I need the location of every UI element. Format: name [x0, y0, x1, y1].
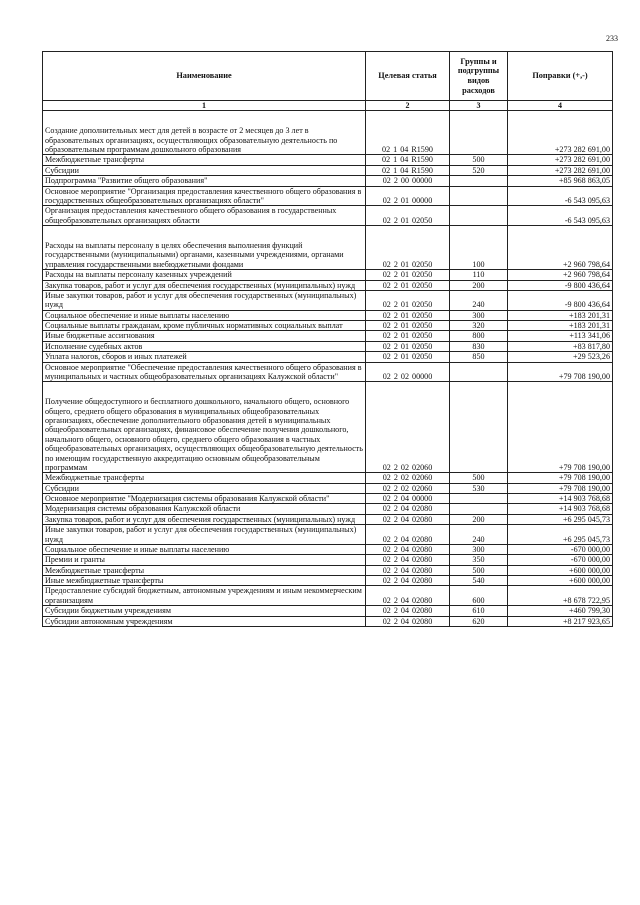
- row-amount: -670 000,00: [508, 544, 613, 554]
- table-row: [43, 397, 613, 473]
- row-target-code: 02 2 01 02050: [366, 352, 450, 362]
- row-amount: +14 903 768,68: [508, 504, 613, 514]
- row-target-code: 02 2 04 02080: [366, 586, 450, 606]
- table-row: [43, 483, 613, 493]
- row-name: Социальное обеспечение и иные выплаты населению: [43, 544, 366, 554]
- header-name: Наименование: [43, 52, 366, 101]
- row-target-code: 02 2 04 02080: [366, 525, 450, 545]
- row-target-code: 02 2 04 02080: [366, 504, 450, 514]
- spacer-cell: [508, 226, 613, 242]
- row-group: 500: [450, 565, 508, 575]
- row-name: Организация предоставления качественного общего образования в государственных общеобразовательных организациях области: [43, 206, 366, 226]
- header-amendments: Поправки (+,-): [508, 52, 613, 101]
- table-row: [43, 576, 613, 586]
- row-target-code: 02 2 04 02080: [366, 555, 450, 565]
- row-name: Модернизация системы образования Калужской области: [43, 504, 366, 514]
- row-target-code: 02 2 04 00000: [366, 494, 450, 504]
- row-amount: +273 282 691,00: [508, 165, 613, 175]
- header-target: Целевая статья: [366, 52, 450, 101]
- column-number-row: [43, 101, 613, 111]
- row-group: 830: [450, 341, 508, 351]
- row-amount: +2 960 798,64: [508, 241, 613, 270]
- row-amount: +79 708 190,00: [508, 473, 613, 483]
- row-name: Закупка товаров, работ и услуг для обеспечения государственных (муниципальных) нужд: [43, 280, 366, 290]
- table-row: [43, 473, 613, 483]
- spacer-cell: [508, 382, 613, 398]
- row-amount: +8 678 722,95: [508, 586, 613, 606]
- spacer-row: [43, 111, 613, 127]
- row-group: [450, 186, 508, 206]
- table-row: [43, 494, 613, 504]
- row-amount: -9 800 436,64: [508, 290, 613, 310]
- table-row: [43, 310, 613, 320]
- table-row: [43, 165, 613, 175]
- row-target-code: 02 2 04 02080: [366, 514, 450, 524]
- spacer-cell: [43, 226, 366, 242]
- column-number: 4: [508, 101, 613, 111]
- row-target-code: 02 2 01 00000: [366, 186, 450, 206]
- row-name: Социальные выплаты гражданам, кроме публичных нормативных социальных выплат: [43, 321, 366, 331]
- row-amount: +273 282 691,00: [508, 126, 613, 155]
- row-target-code: 02 1 04 R1590: [366, 126, 450, 155]
- row-name: Иные межбюджетные трансферты: [43, 576, 366, 586]
- table-row: [43, 362, 613, 382]
- spacer-cell: [366, 382, 450, 398]
- row-name: Уплата налогов, сборов и иных платежей: [43, 352, 366, 362]
- row-group: [450, 126, 508, 155]
- row-name: Исполнение судебных актов: [43, 341, 366, 351]
- row-amount: +79 708 190,00: [508, 483, 613, 493]
- row-amount: -6 543 095,63: [508, 206, 613, 226]
- table-row: [43, 555, 613, 565]
- table-row: [43, 525, 613, 545]
- row-group: 110: [450, 270, 508, 280]
- row-group: 600: [450, 586, 508, 606]
- row-group: [450, 504, 508, 514]
- row-name: Расходы на выплаты персоналу в целях обеспечения выполнения функций государственными (муниципальными) органами, казенными учреждениями, органами управления государственными внебюджетными фондами: [43, 241, 366, 270]
- row-target-code: 02 2 02 02060: [366, 473, 450, 483]
- table-row: [43, 514, 613, 524]
- row-name: Иные закупки товаров, работ и услуг для обеспечения государственных (муниципальных) нужд: [43, 290, 366, 310]
- row-group: [450, 397, 508, 473]
- row-amount: +113 341,06: [508, 331, 613, 341]
- row-target-code: 02 2 01 02050: [366, 280, 450, 290]
- row-name: Иные бюджетные ассигнования: [43, 331, 366, 341]
- row-group: [450, 206, 508, 226]
- spacer-cell: [43, 382, 366, 398]
- row-amount: +600 000,00: [508, 576, 613, 586]
- row-group: 350: [450, 555, 508, 565]
- row-amount: +79 708 190,00: [508, 362, 613, 382]
- row-group: 300: [450, 544, 508, 554]
- row-group: 610: [450, 606, 508, 616]
- column-number: 1: [43, 101, 366, 111]
- spacer-cell: [450, 111, 508, 127]
- table-row: [43, 186, 613, 206]
- row-name: Основное мероприятие "Модернизация системы образования Калужской области": [43, 494, 366, 504]
- row-group: [450, 362, 508, 382]
- row-amount: +273 282 691,00: [508, 155, 613, 165]
- row-target-code: 02 2 02 02060: [366, 483, 450, 493]
- spacer-cell: [43, 111, 366, 127]
- row-target-code: 02 2 04 02080: [366, 576, 450, 586]
- row-target-code: 02 2 04 02080: [366, 565, 450, 575]
- row-group: 320: [450, 321, 508, 331]
- row-amount: +83 817,80: [508, 341, 613, 351]
- row-name: Закупка товаров, работ и услуг для обеспечения государственных (муниципальных) нужд: [43, 514, 366, 524]
- row-target-code: 02 2 04 02080: [366, 544, 450, 554]
- row-group: 540: [450, 576, 508, 586]
- table-row: [43, 341, 613, 351]
- row-name: Подпрограмма "Развитие общего образования": [43, 176, 366, 186]
- header-groups: Группы и подгруппы видов расходов: [450, 52, 508, 101]
- row-amount: -670 000,00: [508, 555, 613, 565]
- row-target-code: 02 2 04 02080: [366, 616, 450, 626]
- row-group: 240: [450, 290, 508, 310]
- table-row: [43, 331, 613, 341]
- row-target-code: 02 2 02 02060: [366, 397, 450, 473]
- table-row: [43, 606, 613, 616]
- row-target-code: 02 2 00 00000: [366, 176, 450, 186]
- row-name: Создание дополнительных мест для детей в возрасте от 2 месяцев до 3 лет в образовательных организациях, осуществляющих образовательную деятельность по образовательным программам дошкольного образования: [43, 126, 366, 155]
- spacer-cell: [450, 226, 508, 242]
- table-row: [43, 126, 613, 155]
- table-row: [43, 155, 613, 165]
- table-row: [43, 352, 613, 362]
- row-group: 300: [450, 310, 508, 320]
- row-group: 500: [450, 155, 508, 165]
- row-target-code: 02 1 04 R1590: [366, 165, 450, 175]
- table-row: [43, 321, 613, 331]
- row-amount: +6 295 045,73: [508, 525, 613, 545]
- row-name: Социальное обеспечение и иные выплаты населению: [43, 310, 366, 320]
- row-target-code: 02 2 01 02050: [366, 321, 450, 331]
- table-row: [43, 206, 613, 226]
- row-name: Основное мероприятие "Обеспечение предоставления качественного общего образования в муниципальных и частных общеобразовательных организациях Калужской области": [43, 362, 366, 382]
- table-row: [43, 586, 613, 606]
- table-row: [43, 504, 613, 514]
- table-row: [43, 616, 613, 626]
- spacer-cell: [366, 226, 450, 242]
- row-amount: +183 201,31: [508, 321, 613, 331]
- table-row: [43, 280, 613, 290]
- table-row: [43, 270, 613, 280]
- row-amount: +29 523,26: [508, 352, 613, 362]
- row-amount: +85 968 863,05: [508, 176, 613, 186]
- row-group: 850: [450, 352, 508, 362]
- spacer-row: [43, 226, 613, 242]
- row-target-code: 02 2 01 02050: [366, 290, 450, 310]
- row-target-code: 02 1 04 R1590: [366, 155, 450, 165]
- row-name: Основное мероприятие "Организация предоставления качественного общего образования в государственных общеобразовательных организациях области": [43, 186, 366, 206]
- row-target-code: 02 2 01 02050: [366, 241, 450, 270]
- row-name: Межбюджетные трансферты: [43, 155, 366, 165]
- row-name: Субсидии автономным учреждениям: [43, 616, 366, 626]
- row-amount: -9 800 436,64: [508, 280, 613, 290]
- row-name: Премии и гранты: [43, 555, 366, 565]
- spacer-cell: [508, 111, 613, 127]
- row-target-code: 02 2 01 02050: [366, 206, 450, 226]
- row-group: 200: [450, 514, 508, 524]
- row-target-code: 02 2 01 02050: [366, 310, 450, 320]
- row-group: 530: [450, 483, 508, 493]
- table-row: [43, 176, 613, 186]
- row-group: 800: [450, 331, 508, 341]
- row-name: Расходы на выплаты персоналу казенных учреждений: [43, 270, 366, 280]
- table-header-row: [43, 52, 613, 101]
- row-group: 620: [450, 616, 508, 626]
- spacer-cell: [450, 382, 508, 398]
- row-amount: +2 960 798,64: [508, 270, 613, 280]
- row-name: Предоставление субсидий бюджетным, автономным учреждениям и иным некоммерческим организациям: [43, 586, 366, 606]
- row-name: Межбюджетные трансферты: [43, 565, 366, 575]
- table-row: [43, 544, 613, 554]
- row-name: Субсидии: [43, 165, 366, 175]
- page-number: 233: [606, 34, 618, 43]
- row-name: Иные закупки товаров, работ и услуг для обеспечения государственных (муниципальных) нужд: [43, 525, 366, 545]
- row-amount: +8 217 923,65: [508, 616, 613, 626]
- row-group: 240: [450, 525, 508, 545]
- row-group: 100: [450, 241, 508, 270]
- row-name: Субсидии: [43, 483, 366, 493]
- table-row: [43, 565, 613, 575]
- row-amount: +460 799,30: [508, 606, 613, 616]
- column-number: 2: [366, 101, 450, 111]
- table-row: [43, 290, 613, 310]
- budget-table: [42, 51, 613, 627]
- row-amount: +183 201,31: [508, 310, 613, 320]
- row-group: [450, 494, 508, 504]
- row-name: Субсидии бюджетным учреждениям: [43, 606, 366, 616]
- spacer-cell: [366, 111, 450, 127]
- row-name: Получение общедоступного и бесплатного дошкольного, начального общего, основного общего, среднего общего образования в муниципальных общеобразовательных организациях, обеспечение дополнительного образования детей в муниципальных общеобразовательных организациях, финансовое обеспечение получения дошкольного, начального общего, основного общего, среднего общего образования в частных общеобразовательных организациях, осуществляющих общеобразовательную деятельность по имеющим государственную аккредитацию основным общеобразовательным программам: [43, 397, 366, 473]
- table-row: [43, 241, 613, 270]
- row-amount: +14 903 768,68: [508, 494, 613, 504]
- row-target-code: 02 2 04 02080: [366, 606, 450, 616]
- row-target-code: 02 2 02 00000: [366, 362, 450, 382]
- row-amount: -6 543 095,63: [508, 186, 613, 206]
- row-amount: +6 295 045,73: [508, 514, 613, 524]
- row-amount: +79 708 190,00: [508, 397, 613, 473]
- row-group: 200: [450, 280, 508, 290]
- row-target-code: 02 2 01 02050: [366, 270, 450, 280]
- row-name: Межбюджетные трансферты: [43, 473, 366, 483]
- row-group: 520: [450, 165, 508, 175]
- row-target-code: 02 2 01 02050: [366, 331, 450, 341]
- row-target-code: 02 2 01 02050: [366, 341, 450, 351]
- row-group: 500: [450, 473, 508, 483]
- row-group: [450, 176, 508, 186]
- row-amount: +600 000,00: [508, 565, 613, 575]
- spacer-row: [43, 382, 613, 398]
- column-number: 3: [450, 101, 508, 111]
